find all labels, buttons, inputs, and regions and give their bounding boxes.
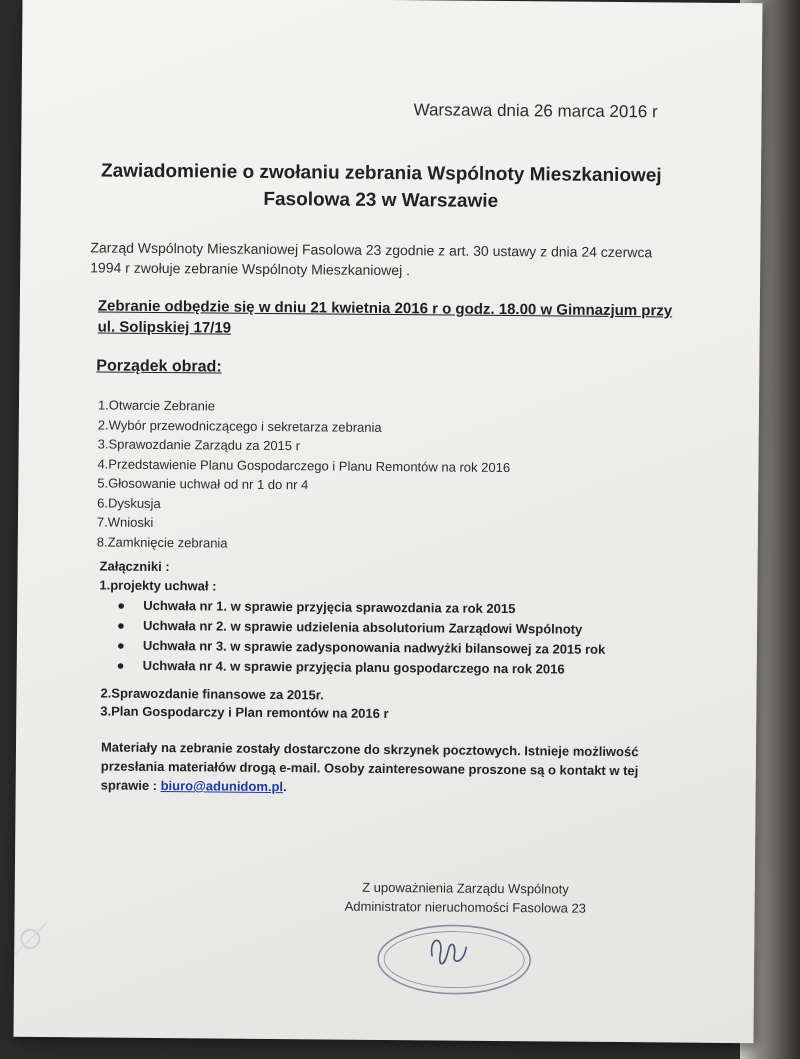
attachments-label: Załączniki : (99, 558, 170, 575)
meeting-line-2: ul. Solipskiej 17/19 (97, 318, 232, 337)
materials-line-2: przesłania materiałów drogą e-mail. Osoby zainteresowane proszone są o kontakt w tej (100, 758, 639, 779)
email-link[interactable]: biuro@adunidom.pl (160, 778, 284, 795)
signature-block (345, 878, 587, 918)
agenda-item: 1.Otwarcie Zebranie (97, 397, 216, 414)
document-title (101, 157, 661, 216)
pin-mark (10, 919, 50, 959)
document-date: Warszawa dnia 26 marca 2016 r (413, 100, 658, 122)
intro-line-1: Zarząd Wspólnoty Mieszkaniowej Fasolowa 23 zgodnie z art. 30 ustawy z dnia 24 czerwca (90, 239, 653, 261)
bullet-icon: ● (116, 637, 125, 653)
resolution-text: Uchwała nr 3. w sprawie zadysponowania nadwyżki bilansowej za 2015 rok (142, 637, 606, 657)
meeting-details (98, 295, 673, 342)
agenda-list (97, 395, 511, 555)
bullet-icon: ● (116, 657, 125, 673)
agenda-item: 2.Wybór przewodniczącego i sekretarza zebrania (97, 416, 382, 435)
agenda-item: 7.Wnioski (96, 514, 154, 530)
stamp-seal (374, 920, 535, 999)
notice-paper (13, 0, 762, 1043)
resolutions-list (117, 596, 606, 680)
bullet-icon: ● (117, 597, 126, 613)
materials-prefix: sprawie : (100, 777, 161, 794)
agenda-item: 6.Dyskusja (97, 494, 161, 511)
title-line-2: Fasolowa 23 w Warszawie (263, 188, 499, 212)
title-line-1: Zawiadomienie o zwołaniu zebrania Wspólnoty Mieszkaniowej (100, 160, 662, 187)
agenda-item: 3.Sprawozdanie Zarządu za 2015 r (97, 436, 301, 454)
agenda-item: 8.Zamknięcie zebrania (96, 533, 228, 551)
intro-line-2: 1994 r zwołuje zebranie Wspólnoty Mieszkaniowej . (90, 259, 411, 279)
materials-line-1: Materiały na zebranie zostały dostarczone do skrzynek pocztowych. Istnieje możliwość (100, 739, 639, 760)
intro-paragraph (90, 237, 652, 282)
list-item (117, 656, 606, 680)
agenda-item: 4.Przedstawienie Planu Gospodarczego i Planu Remontów na rok 2016 (97, 455, 511, 475)
resolution-text: Uchwała nr 4. w sprawie przyjęcia planu gospodarczego na rok 2016 (142, 657, 565, 677)
resolution-text: Uchwała nr 1. w sprawie przyjęcia sprawozdania za rok 2015 (143, 597, 516, 617)
meeting-line-1: Zebranie odbędzie się w dniu 21 kwietnia 2016 r o godz. 18.00 w Gimnazjum przy (97, 297, 673, 320)
signature-line-2: Administrator nieruchomości Fasolowa 23 (344, 898, 587, 916)
signature-line-1: Z upoważnienia Zarządu Wspólnoty (362, 879, 569, 897)
handwritten-signature (431, 940, 466, 964)
attachment-item-3: 3.Plan Gospodarczy i Plan remontów na 2016 r (100, 703, 389, 722)
attachment-item-1: 1.projekty uchwał : (99, 577, 217, 594)
resolution-text: Uchwała nr 2. w sprawie udzielenia absolutorium Zarządowi Wspólnoty (143, 617, 583, 637)
materials-paragraph (101, 738, 639, 800)
materials-suffix: . (283, 779, 287, 795)
bullet-icon: ● (117, 617, 125, 633)
agenda-item: 5.Głosowanie uchwał od nr 1 do nr 4 (97, 475, 309, 493)
agenda-heading: Porządek obrad: (96, 357, 222, 376)
attachment-item-2: 2.Sprawozdanie finansowe za 2015r. (100, 685, 324, 703)
